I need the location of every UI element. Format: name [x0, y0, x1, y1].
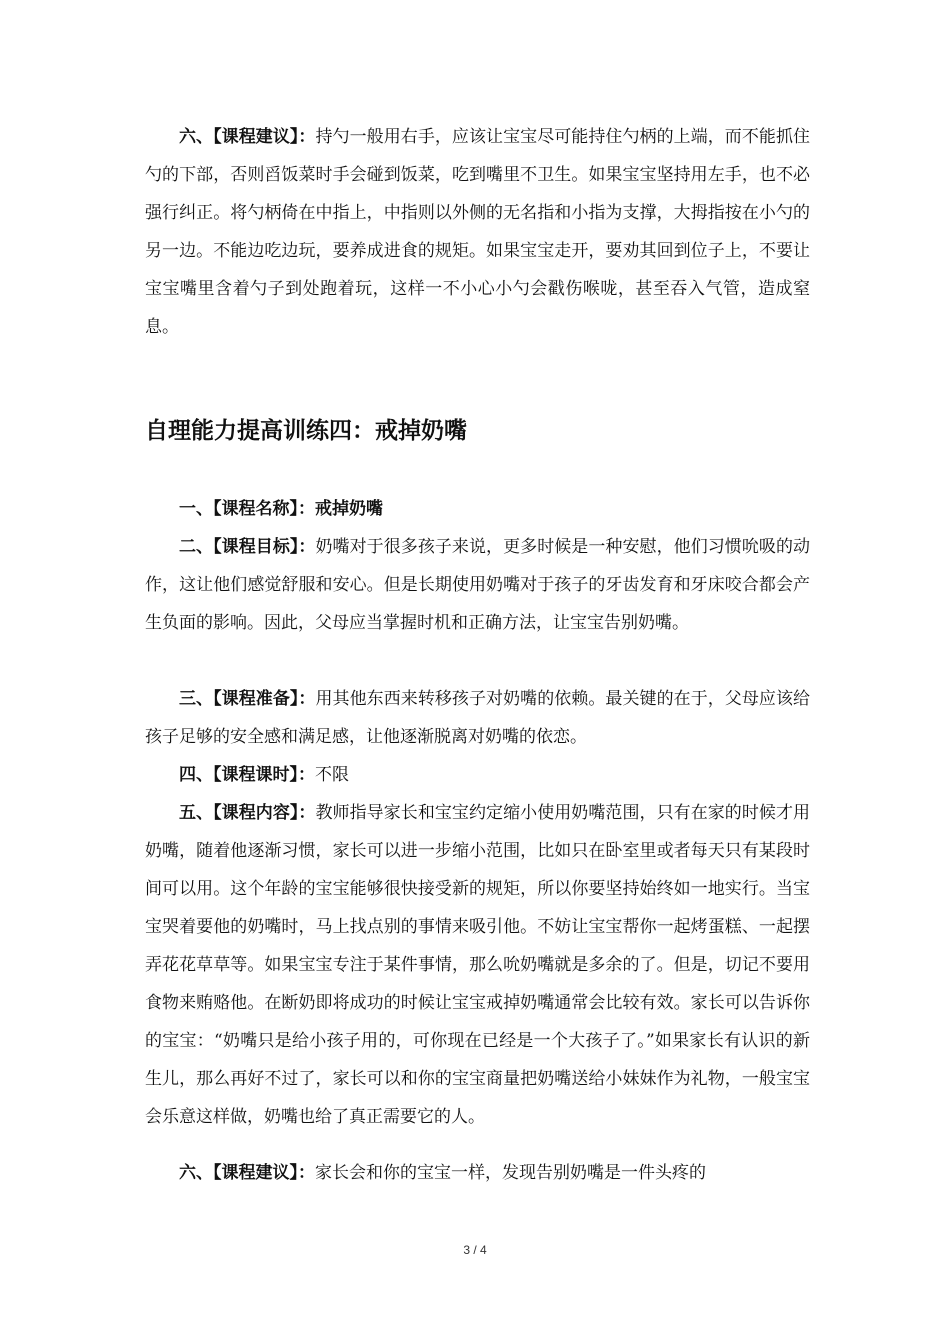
paragraph-label: 四、【课程课时】： — [179, 765, 315, 785]
paragraph-text: 戒掉奶嘴 — [315, 499, 383, 519]
paragraph-course-content — [145, 794, 810, 1136]
paragraph-text: 用其他东西来转移孩子对奶嘴的依赖。最关键的在于，父母应该给孩子足够的安全感和满足感，让他逐渐脱离对奶嘴的依恋。 — [145, 689, 811, 747]
section-title: 自理能力提高训练四：戒掉奶嘴 — [145, 418, 467, 444]
paragraph-text: 教师指导家长和宝宝约定缩小使用奶嘴范围，只有在家的时候才用奶嘴，随着他逐渐习惯，家长可以进一步缩小范围，比如只在卧室里或者每天只有某段时间可以用。这个年龄的宝宝能够很快接受新的规矩，所以你要坚持始终如一地实行。当宝宝哭着要他的奶嘴时，马上找点别的事情来吸引他。不妨让宝宝帮你一起烤蛋糕、一起摆弄花花草草等。如果宝宝专注于某件事情，那么吮奶嘴就是多余的了。但是，切记不要用食物来贿赂他。在断奶即将成功的时候让宝宝戒掉奶嘴通常会比较有效。家长可以告诉你的宝宝：“奶嘴只是给小孩子用的，可你现在已经是一个大孩子了。”如果家长有认识的新生儿，那么再好不过了，家长可以和你的宝宝商量把奶嘴送给小妹妹作为礼物，一般宝宝会乐意这样做，奶嘴也给了真正需要它的人。 — [145, 803, 811, 1127]
paragraph-text: 奶嘴对于很多孩子来说，更多时候是一种安慰，他们习惯吮吸的动作，这让他们感觉舒服和安心。但是长期使用奶嘴对于孩子的牙齿发育和牙床咬合都会产生负面的影响。因此，父母应当掌握时机和正确方法，让宝宝告别奶嘴。 — [145, 537, 811, 633]
paragraph-text: 持勺一般用右手，应该让宝宝尽可能持住勺柄的上端，而不能抓住勺的下部，否则舀饭菜时手会碰到饭菜，吃到嘴里不卫生。如果宝宝坚持用左手，也不必强行纠正。将勺柄倚在中指上，中指则以外侧的无名指和小指为支撑，大拇指按在小勺的另一边。不能边吃边玩，要养成进食的规矩。如果宝宝走开，要劝其回到位子上，不要让宝宝嘴里含着勺子到处跑着玩，这样一不小心小勺会戳伤喉咙，甚至吞入气管，造成窒息。 — [145, 127, 811, 337]
paragraph-course-name — [145, 490, 810, 528]
paragraph-course-prep — [145, 680, 810, 756]
page-number: 3 / 4 — [463, 1243, 487, 1257]
paragraph-course-goal — [145, 528, 810, 642]
paragraph-text: 不限 — [315, 765, 349, 785]
paragraph-course-hours — [145, 756, 810, 794]
paragraph-label: 六、【课程建议】： — [179, 127, 316, 147]
paragraph-label: 二、【课程目标】： — [179, 537, 316, 557]
paragraph-course-suggestion — [145, 1154, 810, 1192]
paragraph-label: 五、【课程内容】： — [179, 803, 316, 823]
paragraph-label: 三、【课程准备】： — [179, 689, 316, 709]
paragraph-text: 家长会和你的宝宝一样，发现告别奶嘴是一件头疼的 — [315, 1163, 706, 1183]
paragraph-course-suggestion-prev — [145, 118, 810, 346]
paragraph-label: 一、【课程名称】： — [179, 499, 315, 519]
paragraph-label: 六、【课程建议】： — [179, 1163, 315, 1183]
